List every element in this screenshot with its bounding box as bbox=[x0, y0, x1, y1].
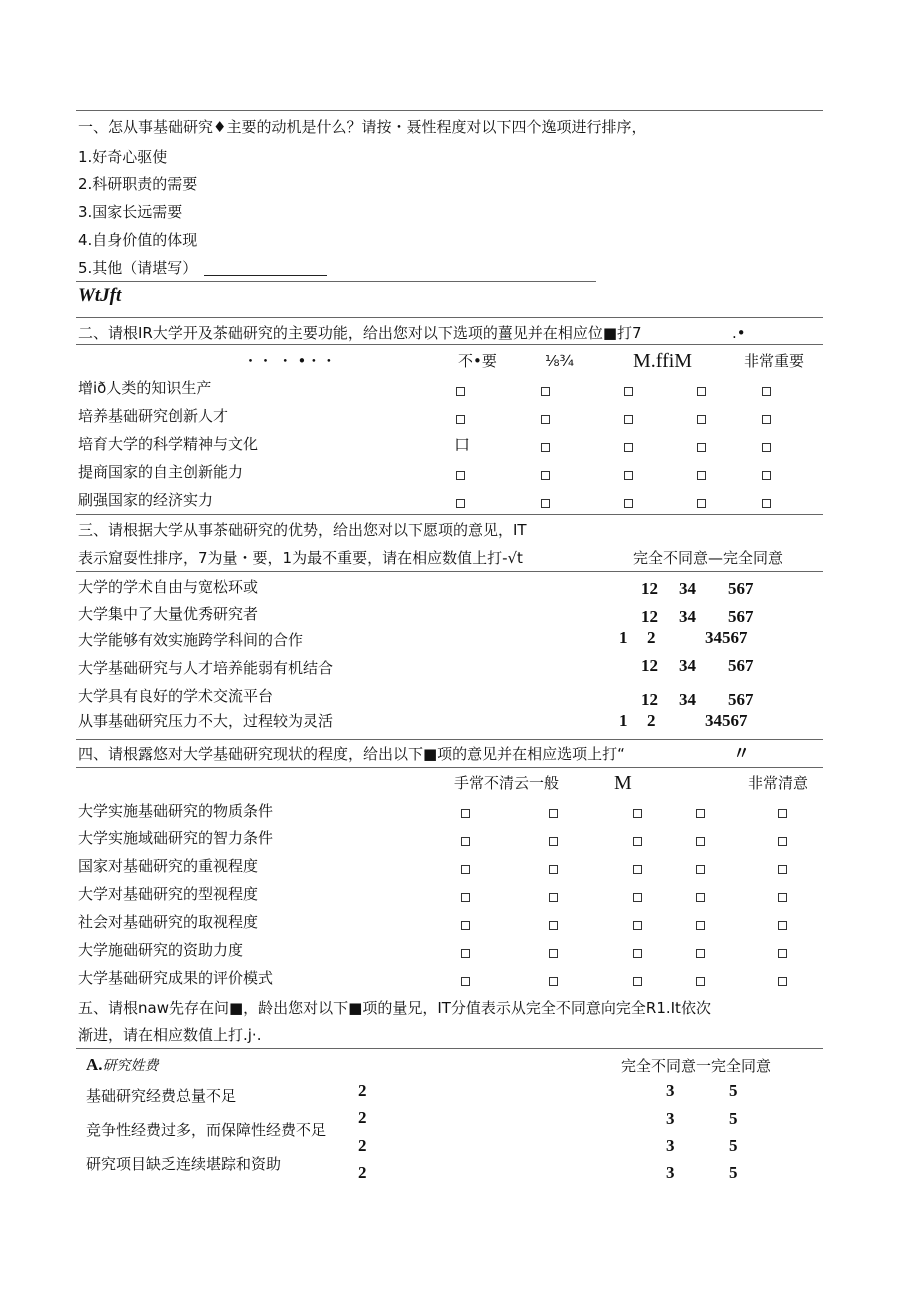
q1-title: 一、怎从事基础研究♦主要的动机是什么？请按・聂性程度对以下四个逸项进行排序， bbox=[78, 118, 647, 136]
q4-row-label: 社会对基础研究的取视程度 bbox=[78, 913, 259, 931]
q4-row-label: 大学实施基础研究的物质条件 bbox=[78, 802, 274, 820]
checkbox-large[interactable]: 口 bbox=[454, 435, 471, 454]
checkbox[interactable] bbox=[456, 387, 465, 396]
checkbox[interactable] bbox=[778, 977, 787, 986]
q5-scale-label: 完全不同意一完全同意 bbox=[621, 1057, 772, 1075]
scale-option[interactable]: 3 bbox=[666, 1163, 675, 1182]
scale-option[interactable]: 567 bbox=[728, 607, 754, 626]
scale-option[interactable]: 2 bbox=[647, 711, 656, 730]
checkbox[interactable] bbox=[697, 443, 706, 452]
checkbox[interactable] bbox=[549, 865, 558, 874]
scale-option[interactable]: 12 bbox=[641, 579, 658, 598]
checkbox[interactable] bbox=[461, 809, 470, 818]
checkbox[interactable] bbox=[624, 387, 633, 396]
scale-option[interactable]: 2 bbox=[358, 1081, 367, 1100]
q3-scale-label: 完全不同意—完全同意 bbox=[633, 549, 784, 567]
scale-option[interactable]: 5 bbox=[729, 1081, 738, 1100]
q1-option-1[interactable]: 1.好奇心驱使 bbox=[78, 148, 168, 166]
checkbox[interactable] bbox=[541, 443, 550, 452]
scale-option[interactable]: 12 bbox=[641, 656, 658, 675]
checkbox[interactable] bbox=[778, 865, 787, 874]
scale-option[interactable]: 567 bbox=[728, 690, 754, 709]
fill-in-line[interactable] bbox=[204, 275, 327, 276]
divider bbox=[76, 514, 823, 515]
checkbox[interactable] bbox=[461, 893, 470, 902]
checkbox[interactable] bbox=[461, 837, 470, 846]
scale-option[interactable]: 5 bbox=[729, 1136, 738, 1155]
q2-col-1: 不•要 bbox=[458, 352, 497, 370]
checkbox[interactable] bbox=[456, 415, 465, 424]
checkbox[interactable] bbox=[549, 837, 558, 846]
checkbox[interactable] bbox=[624, 471, 633, 480]
checkbox[interactable] bbox=[456, 471, 465, 480]
scale-option[interactable]: 2 bbox=[647, 628, 656, 647]
scale-option[interactable]: 5 bbox=[729, 1163, 738, 1182]
checkbox[interactable] bbox=[624, 415, 633, 424]
divider bbox=[76, 317, 823, 318]
q5-section-name: 研究姓费 bbox=[102, 1058, 159, 1074]
q4-title-tail: 〃 bbox=[733, 744, 750, 763]
scale-option[interactable]: 567 bbox=[728, 579, 754, 598]
q4-row-label: 国家对基础研究的重视程度 bbox=[78, 857, 259, 875]
scale-option[interactable]: 3 bbox=[666, 1109, 675, 1128]
q2-header-dots: ・・ ・ •・・ bbox=[243, 352, 337, 370]
q1-scribble: WtJft bbox=[78, 285, 122, 306]
scale-option[interactable]: 34 bbox=[679, 656, 696, 675]
scale-option[interactable]: 3 bbox=[666, 1081, 675, 1100]
q2-col-2: ⅛¾ bbox=[545, 352, 575, 370]
scale-option[interactable]: 12 bbox=[641, 690, 658, 709]
checkbox[interactable] bbox=[549, 977, 558, 986]
checkbox[interactable] bbox=[541, 499, 550, 508]
q3-row-label: 从事基础研究压力不大，过程较为灵活 bbox=[78, 712, 334, 730]
checkbox[interactable] bbox=[778, 921, 787, 930]
q2-row-label: 培育大学的科学精神与文化 bbox=[78, 435, 259, 453]
checkbox[interactable] bbox=[633, 921, 642, 930]
divider bbox=[76, 739, 823, 740]
q2-row-label: 刷强国家的经济实力 bbox=[78, 491, 214, 509]
divider bbox=[76, 767, 823, 768]
q2-row-label: 培养基础研究创新人才 bbox=[78, 407, 229, 425]
q4-col-3: 非常清意 bbox=[748, 774, 809, 792]
checkbox[interactable] bbox=[541, 415, 550, 424]
scale-option[interactable]: 1 bbox=[619, 628, 628, 647]
checkbox[interactable] bbox=[461, 921, 470, 930]
q4-row-label: 大学施础研究的资助力度 bbox=[78, 941, 244, 959]
checkbox[interactable] bbox=[633, 865, 642, 874]
checkbox[interactable] bbox=[762, 499, 771, 508]
q3-row-label: 大学具有良好的学术交流平台 bbox=[78, 687, 274, 705]
scale-option[interactable]: 12 bbox=[641, 607, 658, 626]
q4-row-label: 大学基础研究成果的评价模式 bbox=[78, 969, 274, 987]
q5-section-label: A. bbox=[86, 1055, 103, 1074]
q2-title: 二、请根IR大学开及茶础研究的主要功能，给出您对以下选项的薑见并在相应位■打7 bbox=[78, 324, 642, 342]
divider bbox=[76, 571, 823, 572]
q5-subtitle: 渐进，请在相应数值上打.j·. bbox=[78, 1026, 262, 1044]
checkbox[interactable] bbox=[633, 949, 642, 958]
scale-option[interactable]: 34 bbox=[679, 607, 696, 626]
scale-option[interactable]: 1 bbox=[619, 711, 628, 730]
scale-option[interactable]: 5 bbox=[729, 1109, 738, 1128]
checkbox[interactable] bbox=[633, 893, 642, 902]
checkbox[interactable] bbox=[778, 809, 787, 818]
checkbox[interactable] bbox=[633, 837, 642, 846]
checkbox[interactable] bbox=[697, 415, 706, 424]
q2-row-label: 增ið人类的知识生产 bbox=[78, 379, 212, 397]
scale-option[interactable]: 34567 bbox=[705, 628, 748, 647]
q5-section-heading bbox=[86, 1056, 159, 1073]
q5-row-label: 竞争性经费过多，而保障性经费不足 bbox=[86, 1121, 327, 1139]
q1-option-4[interactable]: 4.自身价值的体现 bbox=[78, 231, 198, 249]
scale-option[interactable]: 567 bbox=[728, 656, 754, 675]
checkbox[interactable] bbox=[696, 977, 705, 986]
q3-row-label: 大学集中了大量优秀研究者 bbox=[78, 605, 259, 623]
checkbox[interactable] bbox=[541, 471, 550, 480]
checkbox[interactable] bbox=[461, 977, 470, 986]
checkbox[interactable] bbox=[762, 415, 771, 424]
scale-option[interactable]: 2 bbox=[358, 1108, 367, 1127]
scale-option[interactable]: 2 bbox=[358, 1136, 367, 1155]
checkbox[interactable] bbox=[549, 949, 558, 958]
checkbox[interactable] bbox=[541, 387, 550, 396]
checkbox[interactable] bbox=[696, 949, 705, 958]
checkbox[interactable] bbox=[456, 499, 465, 508]
checkbox[interactable] bbox=[633, 977, 642, 986]
checkbox[interactable] bbox=[549, 921, 558, 930]
q3-row-label: 大学基础研究与人才培养能弱有机结合 bbox=[78, 659, 334, 677]
q4-col-2: M bbox=[614, 772, 632, 794]
q4-title: 四、请根露悠对大学基础研究现状的程度，给出以下■项的意见并在相应选项上打“ bbox=[78, 745, 625, 763]
q1-option-5[interactable]: 5.其他（请堪写） bbox=[78, 259, 198, 277]
q2-col-4: 非常重要 bbox=[744, 352, 805, 370]
checkbox[interactable] bbox=[778, 893, 787, 902]
scale-option[interactable]: 2 bbox=[358, 1163, 367, 1182]
checkbox[interactable] bbox=[549, 809, 558, 818]
q5-row-label: 研究项目缺乏连续堪踪和资助 bbox=[86, 1155, 282, 1173]
q5-row-label: 基础研究经费总量不足 bbox=[86, 1087, 237, 1105]
checkbox[interactable] bbox=[696, 921, 705, 930]
q2-col-3: M.ffiM bbox=[633, 350, 693, 372]
checkbox[interactable] bbox=[461, 865, 470, 874]
checkbox[interactable] bbox=[778, 837, 787, 846]
q1-option-3[interactable]: 3.国家长远需要 bbox=[78, 203, 183, 221]
checkbox[interactable] bbox=[697, 471, 706, 480]
scale-option[interactable]: 3 bbox=[666, 1136, 675, 1155]
divider bbox=[76, 110, 823, 111]
checkbox[interactable] bbox=[461, 949, 470, 958]
q1-option-2[interactable]: 2.科研职责的需要 bbox=[78, 175, 198, 193]
q5-title: 五、请根naw先存在问■，龄出您对以下■项的量兄，IT分值表示从完全不同意向完全R1.It依次 bbox=[78, 999, 711, 1017]
q3-subtitle: 表示窟耍性排序，7为量・要，1为最不重要，请在相应数值上打-√t bbox=[78, 549, 523, 567]
checkbox[interactable] bbox=[696, 893, 705, 902]
q3-title: 三、请根据大学从事茶础研究的优势，给出您对以下愿项的意见，IT bbox=[78, 521, 527, 539]
q2-row-label: 提商国家的自主创新能力 bbox=[78, 463, 244, 481]
q2-title-tail: .• bbox=[732, 324, 746, 342]
checkbox[interactable] bbox=[762, 443, 771, 452]
checkbox[interactable] bbox=[697, 387, 706, 396]
scale-option[interactable]: 34 bbox=[679, 579, 696, 598]
checkbox[interactable] bbox=[549, 893, 558, 902]
divider bbox=[76, 1048, 823, 1049]
checkbox[interactable] bbox=[762, 471, 771, 480]
q4-row-label: 大学对基础研究的型视程度 bbox=[78, 885, 259, 903]
scale-option[interactable]: 34 bbox=[679, 690, 696, 709]
divider bbox=[76, 344, 823, 345]
checkbox[interactable] bbox=[624, 499, 633, 508]
checkbox[interactable] bbox=[697, 499, 706, 508]
q3-row-label: 大学能够有效实施跨学科间的合作 bbox=[78, 631, 304, 649]
checkbox[interactable] bbox=[624, 443, 633, 452]
checkbox[interactable] bbox=[696, 865, 705, 874]
scale-option[interactable]: 34567 bbox=[705, 711, 748, 730]
checkbox[interactable] bbox=[778, 949, 787, 958]
checkbox[interactable] bbox=[762, 387, 771, 396]
checkbox[interactable] bbox=[633, 809, 642, 818]
checkbox[interactable] bbox=[696, 837, 705, 846]
q4-col-1: 手常不清云一般 bbox=[454, 774, 560, 792]
q3-row-label: 大学的学术自由与宽松环或 bbox=[78, 578, 259, 596]
divider bbox=[76, 281, 596, 282]
checkbox[interactable] bbox=[696, 809, 705, 818]
q4-row-label: 大学实施域础研究的智力条件 bbox=[78, 829, 274, 847]
